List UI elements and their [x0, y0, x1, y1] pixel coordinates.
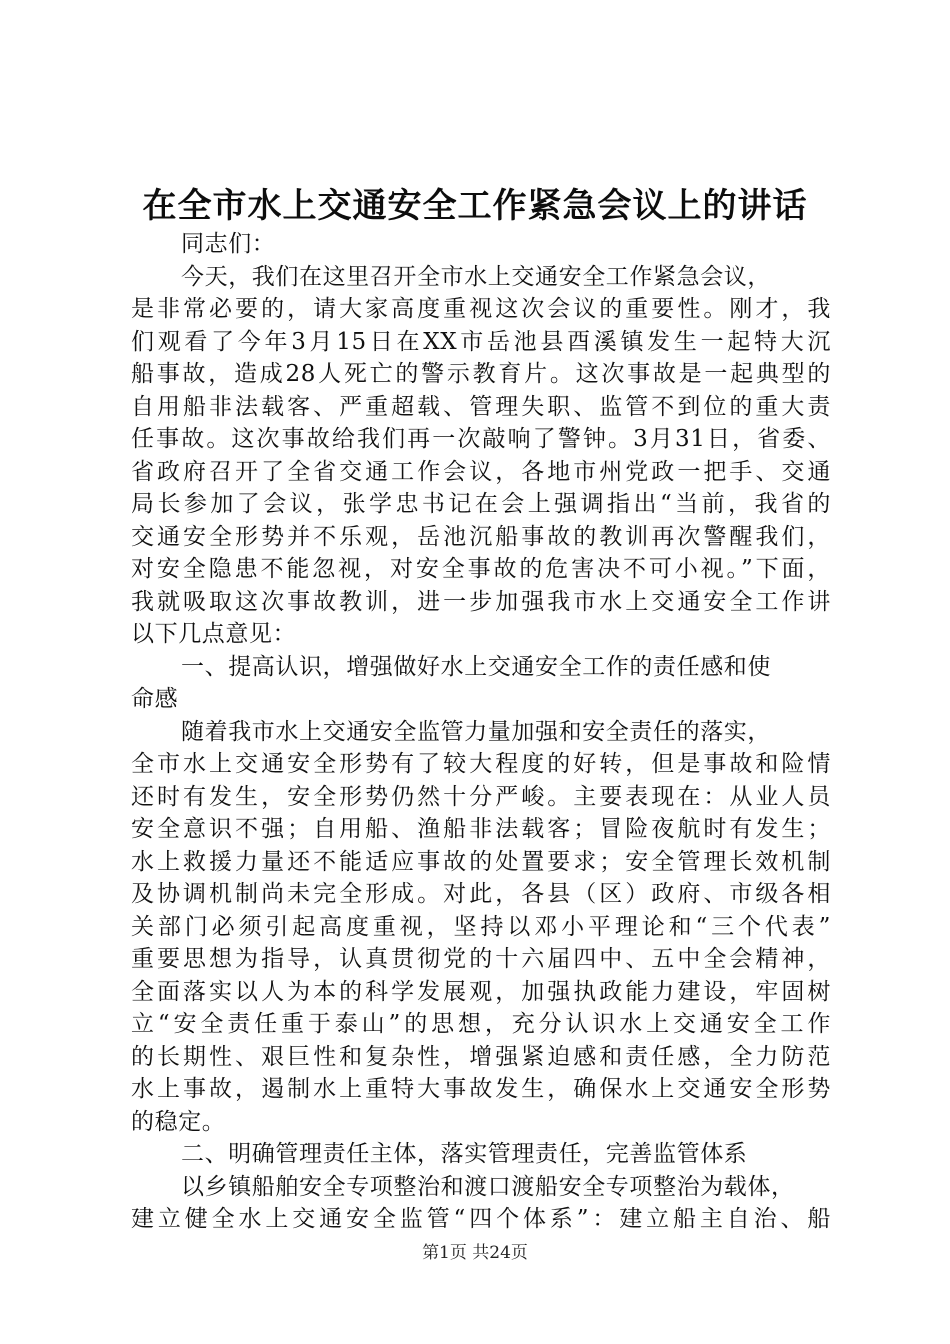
- body-line: 安全意识不强；自用船、渔船非法载客；冒险夜航时有发生；: [131, 816, 831, 842]
- body-line: 随着我市水上交通安全监管力量加强和安全责任的落实，: [181, 718, 771, 745]
- body-line: 省政府召开了全省交通工作会议，各地市州党政一把手、交通: [131, 458, 831, 485]
- section-heading-1-cont: 命感: [131, 686, 179, 712]
- body-line: 我就吸取这次事故教训，进一步加强我市水上交通安全工作讲: [131, 588, 831, 615]
- body-line: 今天，我们在这里召开全市水上交通安全工作紧急会议，: [181, 263, 771, 290]
- body-line: 任事故。这次事故给我们再一次敲响了警钟。3月31日，省委、: [131, 426, 831, 452]
- document-body: [131, 228, 831, 1236]
- body-line: 交通安全形势并不乐观，岳池沉船事故的教训再次警醒我们，: [131, 523, 831, 550]
- body-line: 水上事故，遏制水上重特大事故发生，确保水上交通安全形势: [131, 1076, 831, 1102]
- section-heading-1: 一、提高认识，增强做好水上交通安全工作的责任感和使: [181, 653, 771, 680]
- body-line: 水上救援力量还不能适应事故的处置要求；安全管理长效机制: [131, 848, 831, 875]
- body-line: 建立健全水上交通安全监管“四个体系”：建立船主自治、船: [131, 1206, 831, 1232]
- body-line: 自用船非法载客、严重超载、管理失职、监管不到位的重大责: [131, 393, 831, 420]
- body-line: 全市水上交通安全形势有了较大程度的好转，但是事故和险情: [131, 751, 831, 777]
- body-line: 以乡镇船舶安全专项整治和渡口渡船安全专项整治为载体，: [181, 1173, 795, 1200]
- body-line: 重要思想为指导，认真贯彻党的十六届四中、五中全会精神，: [131, 946, 831, 972]
- body-line: 全面落实以人为本的科学发展观，加强执政能力建设，牢固树: [131, 978, 831, 1005]
- body-line: 的稳定。: [131, 1108, 226, 1135]
- body-line: 是非常必要的，请大家高度重视这次会议的重要性。刚才，我: [131, 296, 831, 322]
- body-line: 及协调机制尚未完全形成。对此，各县（区）政府、市级各相: [131, 881, 831, 907]
- document-title: 在全市水上交通安全工作紧急会议上的讲话: [142, 186, 808, 226]
- body-line: 以下几点意见：: [131, 621, 297, 647]
- body-line: 对安全隐患不能忽视，对安全事故的危害决不可小视。”下面，: [131, 556, 831, 582]
- body-line: 们观看了今年3月15日在XX市岳池县酉溪镇发生一起特大沉: [131, 328, 831, 355]
- salutation-line: 同志们：: [181, 231, 276, 257]
- body-line: 立“安全责任重于泰山”的思想，充分认识水上交通安全工作: [131, 1011, 831, 1037]
- body-line: 还时有发生，安全形势仍然十分严峻。主要表现在：从业人员: [131, 783, 831, 810]
- section-heading-2: 二、明确管理责任主体，落实管理责任，完善监管体系: [181, 1141, 748, 1167]
- body-line: 关部门必须引起高度重视，坚持以邓小平理论和“三个代表”: [131, 913, 831, 940]
- page-number: 第1页 共24页: [422, 1243, 528, 1263]
- body-line: 船事故，造成28人死亡的警示教育片。这次事故是一起典型的: [131, 361, 831, 387]
- body-line: 的长期性、艰巨性和复杂性，增强紧迫感和责任感，全力防范: [131, 1043, 831, 1070]
- body-line: 局长参加了会议，张学忠书记在会上强调指出“当前，我省的: [131, 491, 831, 517]
